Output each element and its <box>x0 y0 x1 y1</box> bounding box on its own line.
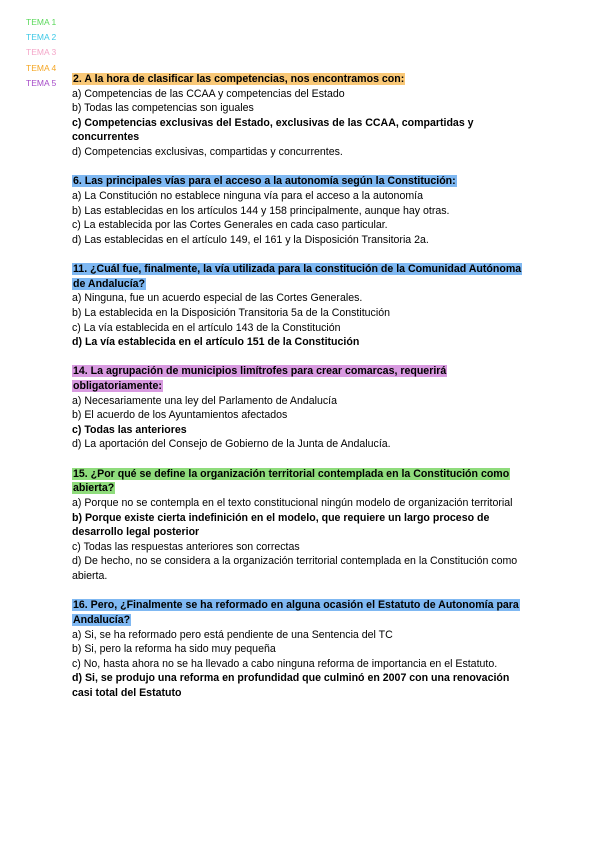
question-title-text: 15. ¿Por qué se define la organización territorial contemplada en la Constitución como abierta? <box>73 467 510 495</box>
question-title <box>72 467 532 496</box>
answer-option: b) Todas las competencias son iguales <box>72 102 254 115</box>
answer-option: c) No, hasta ahora no se ha llevado a cabo ninguna reforma de importancia en el Estatuto. <box>72 657 498 670</box>
question-list <box>72 72 532 715</box>
answer-option: a) Competencias de las CCAA y competencias del Estado <box>72 87 345 100</box>
question-block <box>72 467 532 584</box>
answer-option: a) Porque no se contempla en el texto constitucional ningún modelo de organización territorial <box>72 497 513 510</box>
answer-option: d) La aportación del Consejo de Gobierno de la Junta de Andalucía. <box>72 438 391 451</box>
question-block <box>72 174 532 247</box>
question-block <box>72 72 532 160</box>
answer-option: b) El acuerdo de los Ayuntamientos afectados <box>72 409 288 422</box>
legend-item: TEMA 4 <box>26 62 57 73</box>
question-title <box>72 262 532 291</box>
legend-item: TEMA 5 <box>26 77 57 88</box>
answer-option: d) Competencias exclusivas, compartidas y concurrentes. <box>72 145 343 158</box>
answer-option: d) Las establecidas en el artículo 149, el 161 y la Disposición Transitoria 2a. <box>72 233 429 246</box>
question-title-text: 11. ¿Cuál fue, finalmente, la vía utilizada para la constitución de la Comunidad Autónoma de Andalucía? <box>73 263 522 290</box>
question-block <box>72 598 532 700</box>
question-title-text: 6. Las principales vías para el acceso a la autonomía según la Constitución: <box>73 175 456 188</box>
legend-item: TEMA 3 <box>26 47 57 58</box>
question-title <box>72 598 532 627</box>
answer-option: a) La Constitución no establece ninguna vía para el acceso a la autonomía <box>72 189 424 202</box>
question-title-text: 16. Pero, ¿Finalmente se ha reformado en alguna ocasión el Estatuto de Autonomía para Andalucía? <box>73 599 519 626</box>
answer-option: a) Necesariamente una ley del Parlamento de Andalucía <box>72 394 338 407</box>
legend-item: TEMA 2 <box>26 32 57 43</box>
answer-option: c) Todas las respuestas anteriores son correctas <box>72 540 300 553</box>
answer-option: d) De hecho, no se considera a la organización territorial contemplada en la Constitución como abierta. <box>72 555 518 582</box>
answer-option: a) Si, se ha reformado pero está pendiente de una Sentencia del TC <box>72 628 393 641</box>
topic-legend <box>26 15 56 91</box>
question-title <box>72 174 532 189</box>
question-title-text: 2. A la hora de clasificar las competencias, nos encontramos con: <box>73 73 405 85</box>
question-title-text: 14. La agrupación de municipios limítrofes para crear comarcas, requerirá obligatoriamente: <box>73 365 447 393</box>
correct-answer-option: d) La vía establecida en el artículo 151 de la Constitución <box>72 336 360 349</box>
legend-item: TEMA 1 <box>26 17 57 27</box>
question-block <box>72 262 532 350</box>
question-block <box>72 364 532 452</box>
answer-option: b) Las establecidas en los artículos 144 y 158 principalmente, aunque hay otras. <box>72 204 450 217</box>
answer-option: b) La establecida en la Disposición Transitoria 5a de la Constitución <box>72 306 390 319</box>
answer-option: b) Si, pero la reforma ha sido muy pequeña <box>72 643 276 656</box>
question-title <box>72 364 532 393</box>
answer-option: c) La vía establecida en el artículo 143 de la Constitución <box>72 321 341 334</box>
question-title <box>72 72 532 87</box>
correct-answer-option: c) Competencias exclusivas del Estado, exclusivas de las CCAA, compartidas y concurrentes <box>72 116 474 144</box>
correct-answer-option: c) Todas las anteriores <box>72 423 187 436</box>
answer-option: c) La establecida por las Cortes Generales en cada caso particular. <box>72 219 388 232</box>
correct-answer-option: d) Si, se produjo una reforma en profundidad que culminó en 2007 con una renovación casi total del Estatuto <box>72 672 510 699</box>
correct-answer-option: b) Porque existe cierta indefinición en el modelo, que requiere un largo proceso de desarrollo legal posterior <box>72 511 490 539</box>
answer-option: a) Ninguna, fue un acuerdo especial de las Cortes Generales. <box>72 292 363 305</box>
